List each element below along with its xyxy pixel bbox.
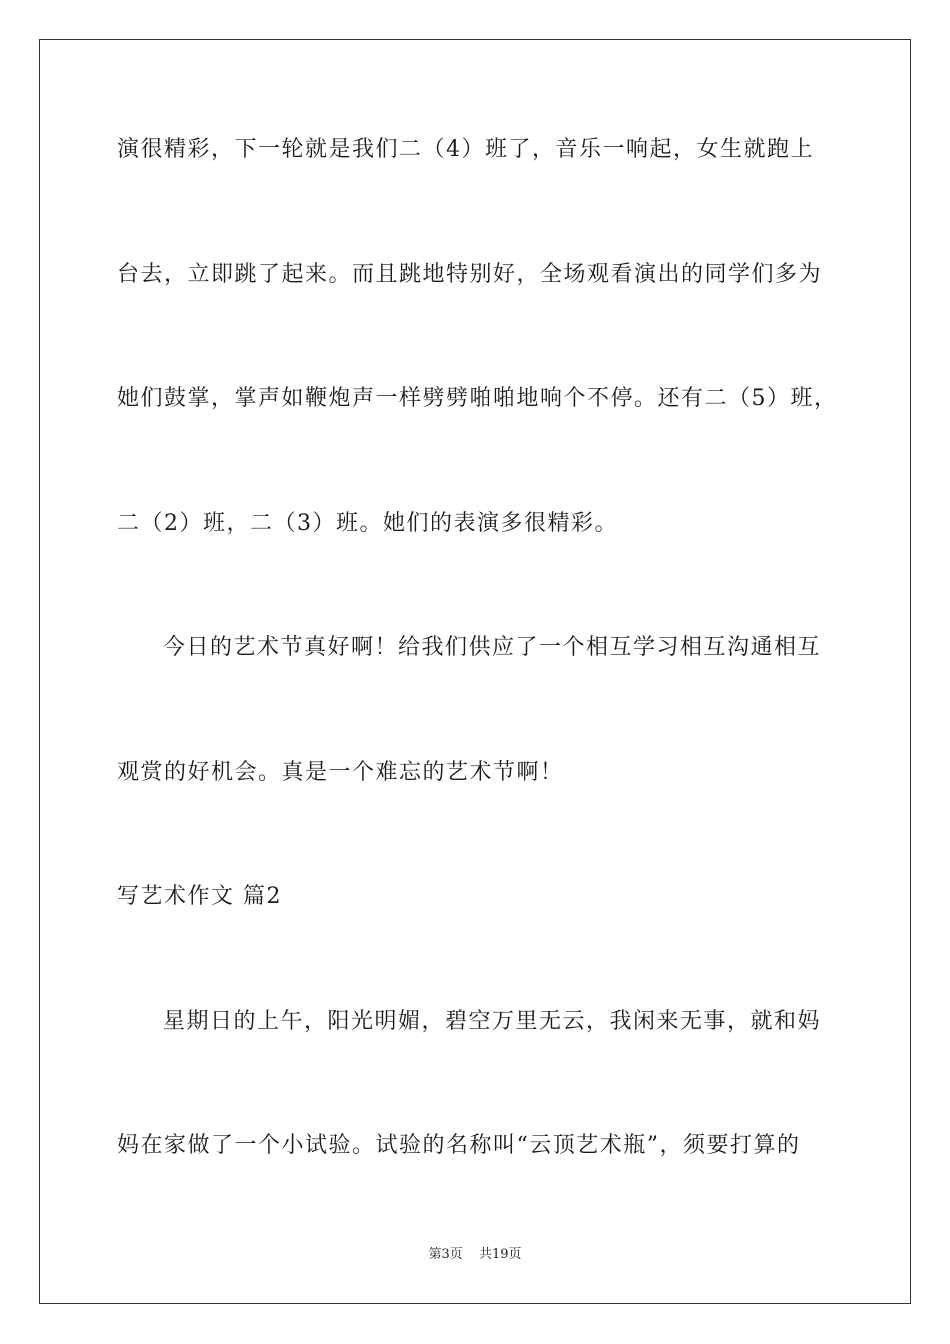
paragraph-line: 演很精彩，下一轮就是我们二（4）班了，音乐一响起，女生就跑上 (117, 137, 814, 162)
paragraph-line: 观赏的好机会。真是一个难忘的艺术节啊！ (117, 760, 564, 785)
paragraph-line: 台去，立即跳了起来。而且跳地特别好，全场观看演出的同学们多为 (117, 262, 823, 287)
page-number: 第3页 (428, 1247, 463, 1262)
page-total: 共19页 (478, 1247, 522, 1262)
section-heading: 写艺术作文 篇2 (117, 884, 282, 909)
paragraph-line: 今日的艺术节真好啊！给我们供应了一个相互学习相互沟通相互 (163, 635, 822, 660)
paragraph-line: 妈在家做了一个小试验。试验的名称叫“云顶艺术瓶”，须要打算的 (117, 1133, 801, 1158)
page-border (39, 39, 911, 1304)
paragraph-line: 星期日的上午，阳光明媚，碧空万里无云，我闲来无事，就和妈 (163, 1009, 822, 1034)
paragraph-line: 她们鼓掌，掌声如鞭炮声一样劈劈啪啪地响个不停。还有二（5）班， (117, 386, 838, 411)
page-footer (0, 1247, 950, 1263)
paragraph-line: 二（2）班，二（3）班。她们的表演多很精彩。 (117, 511, 618, 536)
